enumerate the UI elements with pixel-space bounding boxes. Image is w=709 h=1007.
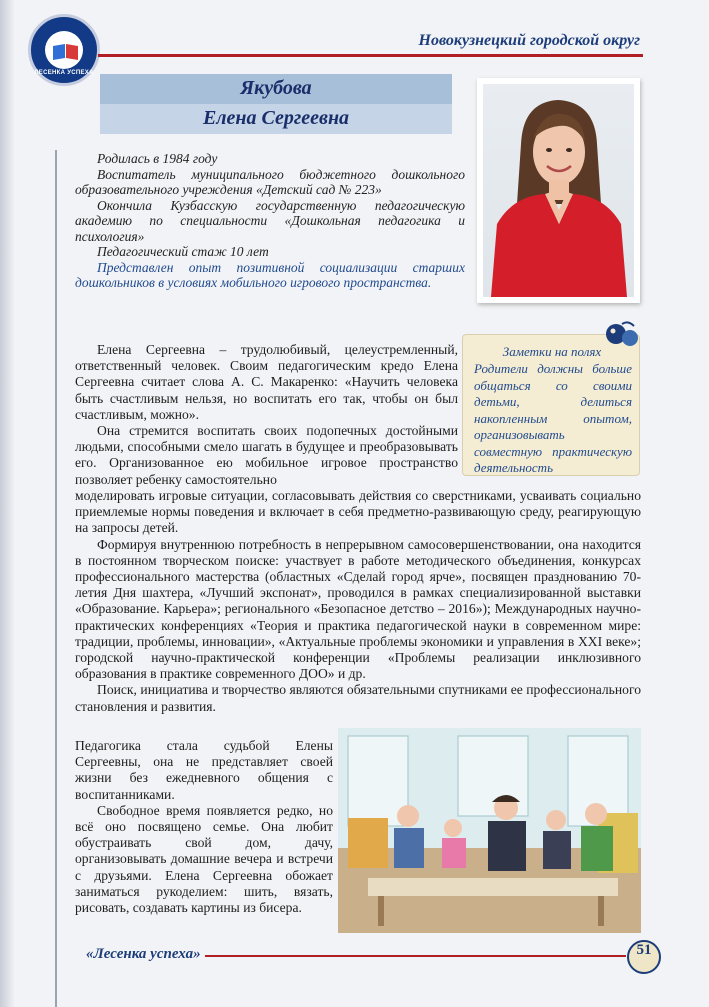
note-text: Родители должны больше общаться со своими детьми, делиться накопленным опытом, организовывать совместную практическую деятельность [474,361,632,475]
margin-note [462,334,640,476]
note-decoration-icon [604,320,640,355]
paragraph-initiative: Поиск, инициатива и творчество являются обязательными спутниками ее профессионального становления и развития. [75,682,641,714]
bio-position: Воспитатель муниципального бюджетного дошкольного образовательного учреждения «Детский сад № 223» [75,166,465,197]
portrait-photo [477,78,640,303]
portrait-illustration [483,84,634,297]
paragraph-character: Елена Сергеевна – трудолюбивый, целеустремленный, ответственный человек. Своим педагогическим кредо Елена Сергеевна считает слова А. С. Макаренко: «Научить человека быть счастливым нельзя, но воспитать его так, чтобы он был счастливым, можно». [75,342,458,422]
page-edge-shadow [0,0,14,1007]
footer-title: «Лесенка успеха» [82,946,205,963]
paragraph-goals-end: моделировать игровые ситуации, согласовывать действия со сверстниками, усваивать социально приемлемые нормы поведения и включает в себя предметно-развивающую среду, реагирующую на запросы детей. [75,488,641,536]
paragraph-family: Свободное время появляется редко, но всё оно посвящено семье. Она любит обустраивать свой дом, дачу, организовывать домашние вечера и встречи с друзьями. Елена Сергеевна обожает заниматься рукоделием: шить, вязать, рисовать, создавать картины из бисера. [75,802,333,916]
classroom-photo [338,728,641,933]
classroom-illustration [338,728,641,933]
paragraph-achievements: Формируя внутреннюю потребность в непрерывном самосовершенствовании, она находится в постоянном творческом поиске: участвует в работе методического объединения, конкурсах профессионального мастерства (областных «Сделай город ярче», посвящен празднованию 70-летия Дня шахтера, «Лучший экспонат», проводился в рамках специализированной выставки «Образование. Карьера»; регионального «Безопасное детство – 2016»); Международных научно-практических конференциях «Теория и практика педагогической науки в современном мире: традиции, проблемы, инновации», «Актуальные проблемы экономики и управления в XXI веке»; городской научно-практической конференции «Проблемы реализации инклюзивного образования в практике современного ДОО» и др. [75,536,641,682]
bio-experience: Педагогический стаж 10 лет [97,244,269,259]
region-title: Новокузнецкий городской округ [418,32,640,49]
bio-born: Родилась в 1984 году [97,151,218,166]
paragraph-pedagogy: Педагогика стала судьбой Елены Сергеевны, она не представляет своей жизни без ежедневного общения с воспитанниками. [75,738,333,802]
bio-education: Окончила Кузбасскую государственную педагогическую академию по специальности «Дошкольная педагогика и психология» [75,197,465,244]
paragraph-goals-start: Она стремится воспитать своих подопечных достойными людьми, способными смело шагать в будущее и преобразовывать его. Организованное ею мобильное игровое пространство позволяет ребенку самостоятельно [75,423,458,487]
header-rule [98,54,643,57]
bio-topic: Представлен опыт позитивной социализации старших дошкольников в условиях мобильного игрового пространства. [75,259,465,290]
bio-block [75,151,465,291]
margin-rule [55,150,57,1007]
body-column-narrow [75,342,458,488]
page-number: 51 [627,940,661,974]
logo-text: ЛЕСЕНКА УСПЕХА [34,70,94,76]
name-banner [100,74,452,134]
magazine-logo [28,14,100,86]
last-name: Якубова [240,77,312,99]
body-column-wide [75,488,641,715]
note-title: Заметки на полях [502,344,602,359]
body-column-left [75,738,333,916]
book-icon [53,44,65,60]
first-middle-name: Елена Сергеевна [202,107,350,129]
